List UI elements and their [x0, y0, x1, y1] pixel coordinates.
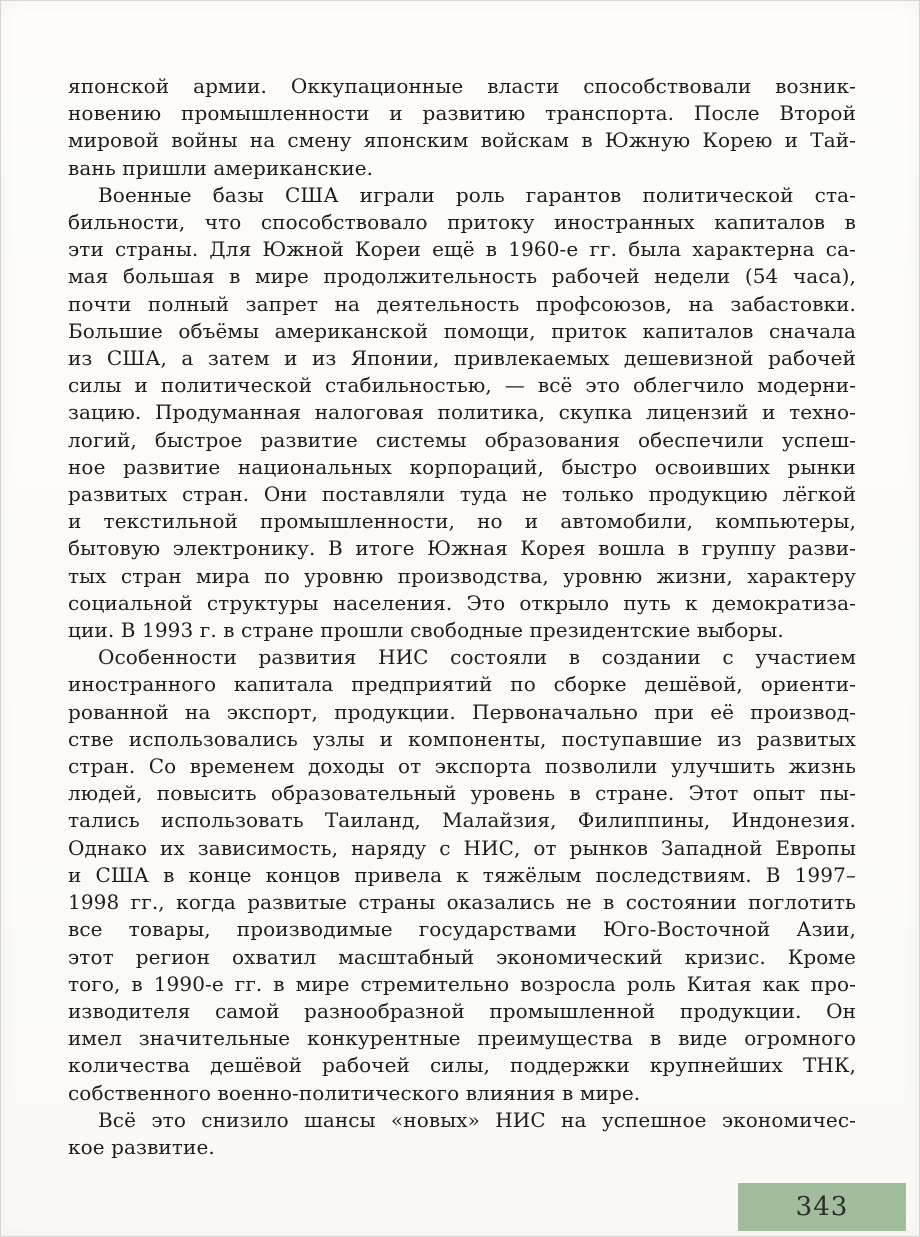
text-line: кое развитие.	[68, 1134, 215, 1159]
text-line: зацию. Продуманная налоговая политика, скупка лицензий и техно-	[68, 400, 856, 425]
text-line: Большие объёмы американской помощи, приток капиталов сначала	[68, 318, 856, 343]
text-line: почти полный запрет на деятельность профсоюзов, на забастовки.	[68, 291, 856, 316]
text-line: количества дешёвой рабочей силы, поддержки крупнейших ТНК,	[68, 1053, 856, 1078]
text-line: Военные базы США играли роль гарантов политической ста-	[98, 182, 856, 207]
text-line: мировой войны на смену японским войскам в Южную Корею и Тай-	[68, 128, 856, 153]
text-line: этот регион охватил масштабный экономический кризис. Кроме	[68, 944, 856, 969]
text-line: Однако их зависимость, наряду с НИС, от рынков Западной Европы	[68, 835, 856, 860]
page-number: 343	[795, 1192, 849, 1222]
text-line: имел значительные конкурентные преимущества в виде огромного	[68, 1026, 856, 1051]
text-line: бильности, что способствовало притоку иностранных капиталов в	[68, 210, 856, 235]
text-line: вань пришли американские.	[68, 155, 374, 180]
page-text-block	[68, 73, 856, 1161]
text-line: собственного военно-политического влияния в мире.	[68, 1080, 641, 1105]
text-line: рованной на экспорт, продукции. Первоначально при её производ-	[68, 699, 856, 724]
text-line: Всё это снизило шансы «новых» НИС на успешное экономичес-	[98, 1107, 856, 1132]
text-line: развитых стран. Они поставляли туда не только продукцию лёгкой	[68, 482, 856, 507]
text-line: эти страны. Для Южной Кореи ещё в 1960-е гг. была характерна са-	[68, 237, 856, 262]
text-line: иностранного капитала предприятий по сборке дешёвой, ориенти-	[68, 672, 856, 697]
paragraph	[68, 644, 856, 1106]
text-line: силы и политической стабильностью, — всё это облегчило модерни-	[68, 373, 856, 398]
text-line: новению промышленности и развитию транспорта. После Второй	[68, 101, 856, 126]
text-line: изводителя самой разнообразной промышленной продукции. Он	[68, 998, 856, 1023]
text-line: Особенности развития НИС состояли в создании с участием	[98, 645, 856, 670]
text-line: бытовую электронику. В итоге Южная Корея вошла в группу разви-	[68, 536, 856, 561]
text-line: японской армии. Оккупационные власти способствовали возник-	[68, 74, 856, 98]
text-line: и США в конце концов привела к тяжёлым последствиям. В 1997–	[68, 862, 856, 887]
text-line: мая большая в мире продолжительность рабочей недели (54 часа),	[68, 264, 856, 289]
paragraph	[68, 1107, 856, 1161]
text-line: 1998 гг., когда развитые страны оказались не в состоянии поглотить	[68, 890, 856, 915]
text-line: тых стран мира по уровню производства, уровню жизни, характеру	[68, 563, 856, 588]
text-line: из США, а затем и из Японии, привлекаемых дешевизной рабочей	[68, 346, 856, 371]
text-line: логий, быстрое развитие системы образования обеспечили успеш-	[68, 427, 856, 452]
text-line: социальной структуры населения. Это открыло путь к демократиза-	[68, 590, 856, 615]
text-line: того, в 1990-е гг. в мире стремительно возросла роль Китая как про-	[68, 971, 856, 996]
text-line: людей, повысить образовательный уровень в стране. Этот опыт пы-	[68, 781, 856, 806]
text-line: стве использовались узлы и компоненты, поступавшие из развитых	[68, 726, 856, 751]
text-line: и текстильной промышленности, но и автомобили, компьютеры,	[68, 509, 856, 534]
text-line: тались использовать Таиланд, Малайзия, Филиппины, Индонезия.	[68, 808, 856, 833]
text-line: все товары, производимые государствами Юго-Восточной Азии,	[68, 917, 856, 942]
paragraph	[68, 73, 856, 182]
text-line: стран. Со временем доходы от экспорта позволили улучшить жизнь	[68, 754, 856, 779]
page-number-badge	[738, 1183, 906, 1231]
paragraph	[68, 182, 856, 644]
text-line: ное развитие национальных корпораций, быстро освоивших рынки	[68, 454, 856, 479]
text-line: ции. В 1993 г. в стране прошли свободные президентские выборы.	[68, 618, 784, 643]
